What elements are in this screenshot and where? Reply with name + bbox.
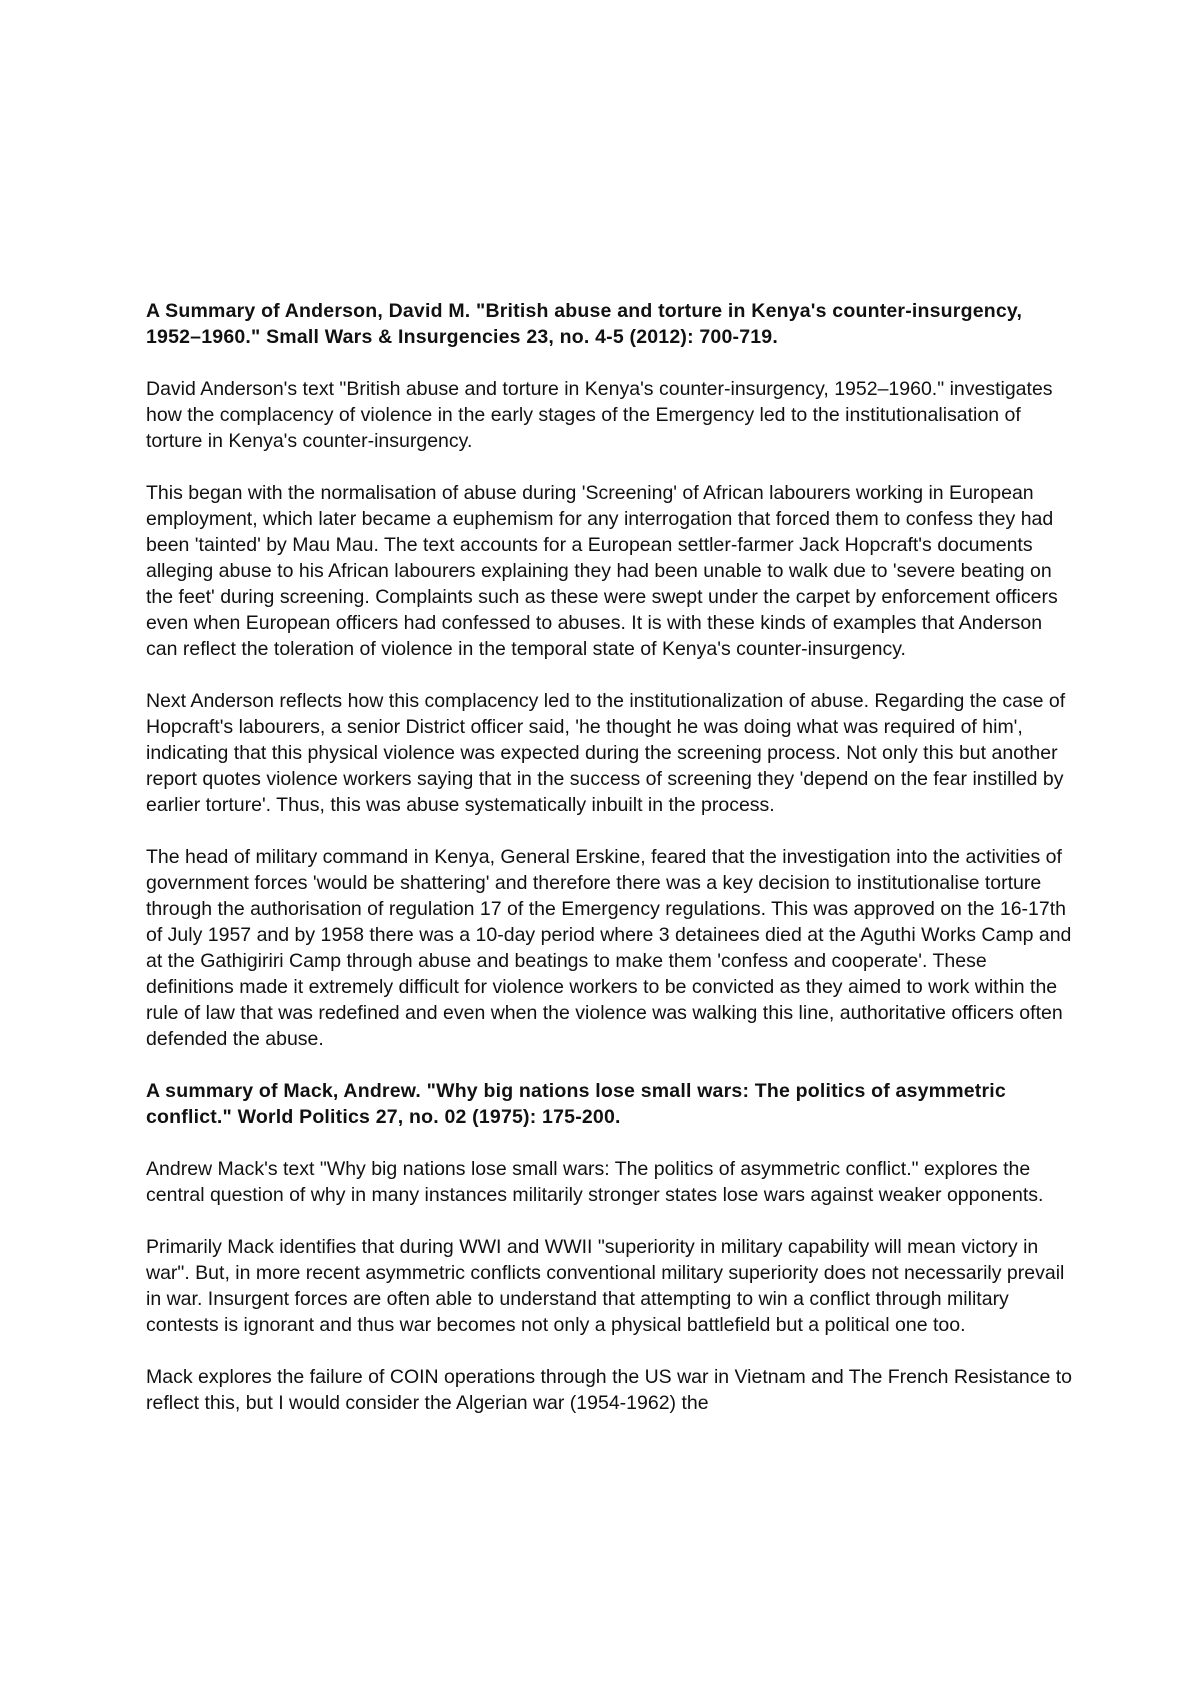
paragraph: David Anderson's text "British abuse and torture in Kenya's counter-insurgency, 1952–1960." investigates how the complacency of violence in the early stages of the Emergency led to the institutionalisation of torture in Kenya's counter-insurgency. xyxy=(146,378,1053,452)
paragraph: Primarily Mack identifies that during WWI and WWII "superiority in military capability will mean victory in war". But, in more recent asymmetric conflicts conventional military superiority does not necessarily prevail in war. Insurgent forces are often able to understand that attempting to win a conflict through military contests is ignorant and thus war becomes not only a physical battlefield but a political one too. xyxy=(146,1236,1065,1336)
section-heading: A Summary of Anderson, David M. "British abuse and torture in Kenya's counter-insurgency, 1952–1960." Small Wars & Insurgencies 23, no. 4-5 (2012): 700-719. xyxy=(146,300,1023,348)
section-anderson xyxy=(146,298,1076,1052)
paragraph: This began with the normalisation of abuse during 'Screening' of African labourers working in European employment, which later became a euphemism for any interrogation that forced them to confess they had been 'tainted' by Mau Mau. The text accounts for a European settler-farmer Jack Hopcraft's documents alleging abuse to his African labourers explaining they had been unable to walk due to 'severe beating on the feet' during screening. Complaints such as these were swept under the carpet by enforcement officers even when European officers had confessed to abuses. It is with these kinds of examples that Anderson can reflect the toleration of violence in the temporal state of Kenya's counter-insurgency. xyxy=(146,482,1058,660)
paragraph: The head of military command in Kenya, General Erskine, feared that the investigation into the activities of government forces 'would be shattering' and therefore there was a key decision to institutionalise torture through the authorisation of regulation 17 of the Emergency regulations. This was approved on the 16-17th of July 1957 and by 1958 there was a 10-day period where 3 detainees died at the Aguthi Works Camp and at the Gathigiriri Camp through abuse and beatings to make them 'confess and cooperate'. These definitions made it extremely difficult for violence workers to be convicted as they aimed to work within the rule of law that was redefined and even when the violence was walking this line, authoritative officers often defended the abuse. xyxy=(146,846,1072,1050)
section-heading: A summary of Mack, Andrew. "Why big nations lose small wars: The politics of asymmetric conflict." World Politics 27, no. 02 (1975): 175-200. xyxy=(146,1080,1006,1128)
document-page xyxy=(146,298,1076,1442)
paragraph: Mack explores the failure of COIN operations through the US war in Vietnam and The French Resistance to reflect this, but I would consider the Algerian war (1954-1962) the xyxy=(146,1366,1073,1414)
paragraph: Andrew Mack's text "Why big nations lose small wars: The politics of asymmetric conflict." explores the central question of why in many instances militarily stronger states lose wars against weaker opponents. xyxy=(146,1158,1044,1206)
paragraph: Next Anderson reflects how this complacency led to the institutionalization of abuse. Regarding the case of Hopcraft's labourers, a senior District officer said, 'he thought he was doing what was required of him', indicating that this physical violence was expected during the screening process. Not only this but another report quotes violence workers saying that in the success of screening they 'depend on the fear instilled by earlier torture'. Thus, this was abuse systematically inbuilt in the process. xyxy=(146,690,1066,816)
section-mack xyxy=(146,1078,1076,1416)
